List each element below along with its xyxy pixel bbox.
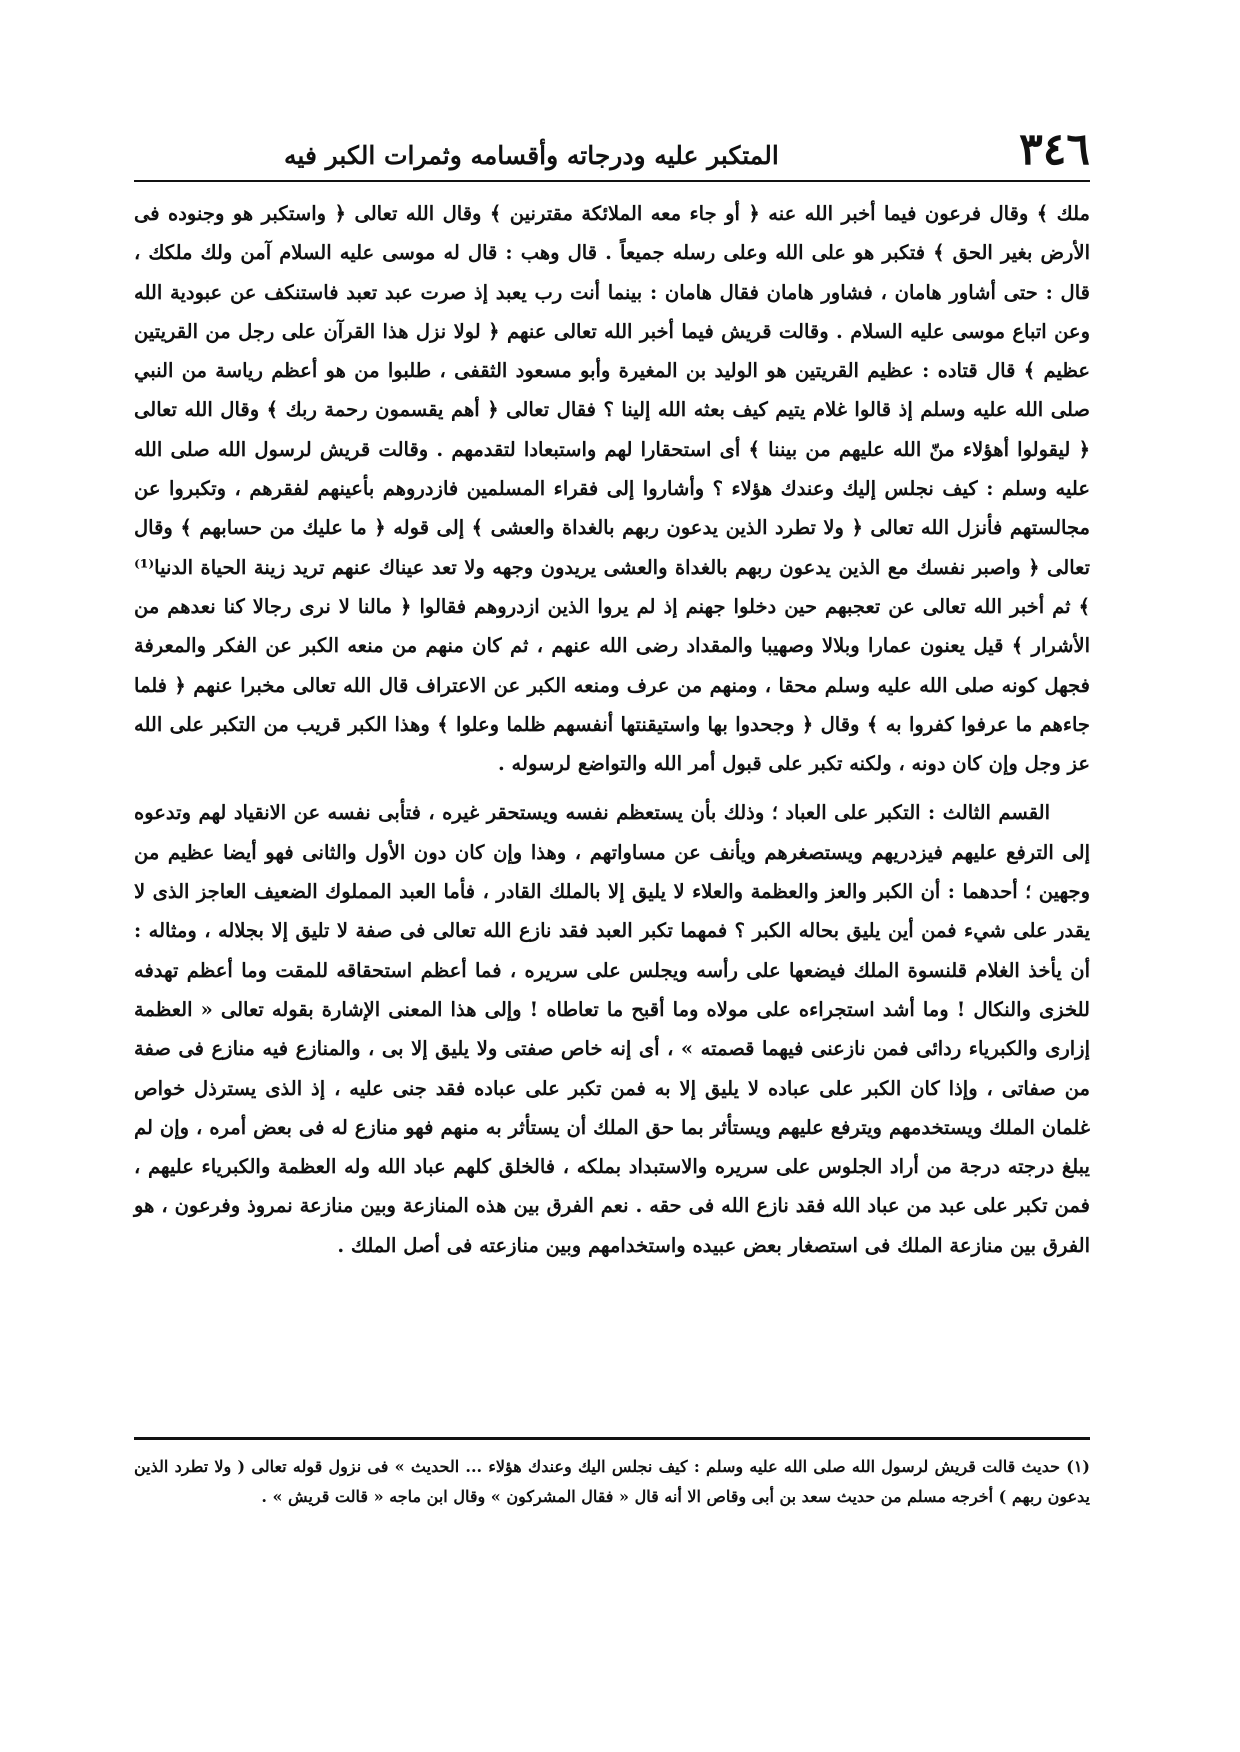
main-text xyxy=(134,194,1090,1265)
running-title: المتكبر عليه ودرجاته وأقسامه وثمرات الكبر فيه xyxy=(284,140,779,170)
paragraph-1: ملك ﴾ وقال فرعون فيما أخبر الله عنه ﴿ أو جاء معه الملائكة مقترنين ﴾ وقال الله تعالى ﴿ واستكبر هو وجنوده فى الأرض بغير الحق ﴾ فتكبر هو على الله وعلى رسله جميعاً . قال وهب : قال له موسى عليه السلام آمن ولك ملكك ، قال : حتى أشاور هامان ، فشاور هامان فقال هامان : بينما أنت رب يعبد إذ صرت عبد تعبد فاستنكف عن عبودية الله وعن اتباع موسى عليه السلام . وقالت قريش فيما أخبر الله تعالى عنهم ﴿ لولا نزل هذا القرآن على رجل من القريتين عظيم ﴾ قال قتاده : عظيم القريتين هو الوليد بن المغيرة وأبو مسعود الثقفى ، طلبوا من هو أعظم رياسة من النبي صلى الله عليه وسلم إذ قالوا غلام يتيم كيف بعثه الله إلينا ؟ فقال تعالى ﴿ أهم يقسمون رحمة ربك ﴾ وقال الله تعالى ﴿ ليقولوا أهؤلاء منّ الله عليهم من بيننا ﴾ أى استحقارا لهم واستبعادا لتقدمهم . وقالت قريش لرسول الله صلى الله عليه وسلم : كيف نجلس إليك وعندك هؤلاء ؟ وأشاروا إلى فقراء المسلمين فازدروهم بأعينهم لفقرهم ، وتكبروا عن مجالستهم فأنزل الله تعالى ﴿ ولا تطرد الذين يدعون ربهم بالغداة والعشى ﴾ إلى قوله ﴿ ما عليك من حسابهم ﴾ وقال تعالى ﴿ واصبر نفسك مع الذين يدعون ربهم بالغداة والعشى يريدون وجهه ولا تعد عيناك عنهم تريد زينة الحياة الدنيا⁽¹⁾ ﴾ ثم أخبر الله تعالى عن تعجبهم حين دخلوا جهنم إذ لم يروا الذين ازدروهم فقالوا ﴿ مالنا لا نرى رجالا كنا نعدهم من الأشرار ﴾ قيل يعنون عمارا وبلالا وصهيبا والمقداد رضى الله عنهم ، ثم كان منهم من منعه الكبر عن الفكر والمعرفة فجهل كونه صلى الله عليه وسلم محقا ، ومنهم من عرف ومنعه الكبر عن الاعتراف قال الله تعالى مخبرا عنهم ﴿ فلما جاءهم ما عرفوا كفروا به ﴾ وقال ﴿ وجحدوا بها واستيقنتها أنفسهم ظلما وعلوا ﴾ وهذا الكبر قريب من التكبر على الله عز وجل وإن كان دونه ، ولكنه تكبر على قبول أمر الله والتواضع لرسوله . xyxy=(134,202,1090,776)
header-rule xyxy=(134,180,1090,182)
footnote-rule xyxy=(134,1437,1090,1440)
page-number: ٣٤٦ xyxy=(1019,124,1090,175)
footnote xyxy=(134,1452,1090,1512)
footnote-text: (١) حديث قالت قريش لرسول الله صلى الله عليه وسلم : كيف نجلس اليك وعندك هؤلاء ... الحديث » فى نزول قوله تعالى ( ولا تطرد الذين يدعون ربهم ) أخرجه مسلم من حديث سعد بن أبى وقاص الا أنه قال « فقال المشركون » وقال ابن ماجه « قالت قريش » . xyxy=(134,1457,1090,1506)
paragraph-2: القسم الثالث : التكبر على العباد ؛ وذلك بأن يستعظم نفسه ويستحقر غيره ، فتأبى نفسه عن الانقياد لهم وتدعوه إلى الترفع عليهم فيزدريهم ويستصغرهم ويأنف عن مساواتهم ، وهذا وإن كان دون الأول والثانى فهو أيضا عظيم من وجهين ؛ أحدهما : أن الكبر والعز والعظمة والعلاء لا يليق إلا بالملك القادر ، فأما العبد المملوك الضعيف العاجز الذى لا يقدر على شيء فمن أين يليق بحاله الكبر ؟ فمهما تكبر العبد فقد نازع الله تعالى فى صفة لا تليق إلا بجلاله ، ومثاله : أن يأخذ الغلام قلنسوة الملك فيضعها على رأسه ويجلس على سريره ، فما أعظم استحقاقه للمقت وما أعظم تهدفه للخزى والنكال ! وما أشد استجراءه على مولاه وما أقبح ما تعاطاه ! وإلى هذا المعنى الإشارة بقوله تعالى « العظمة إزارى والكبرياء ردائى فمن نازعنى فيهما قصمته » ، أى إنه خاص صفتى ولا يليق إلا بى ، والمنازع فيه منازع فى صفة من صفاتى ، وإذا كان الكبر على عباده لا يليق إلا به فمن تكبر على عباده فقد جنى عليه ، إذ الذى يسترذل خواص غلمان الملك ويستخدمهم ويترفع عليهم ويستأثر بما حق الملك أن يستأثر به منهم فهو منازع له فى بعض أمره ، وإن لم يبلغ درجته درجة من أراد الجلوس على سريره والاستبداد بملكه ، فالخلق كلهم عباد الله وله العظمة والكبرياء عليهم ، فمن تكبر على عبد من عباد الله فقد نازع الله فى حقه . نعم الفرق بين هذه المنازعة وبين منازعة نمروذ وفرعون ، هو الفرق بين منازعة الملك فى استصغار بعض عبيده واستخدامهم وبين منازعته فى أصل الملك . xyxy=(134,801,1090,1257)
page-header xyxy=(134,108,1090,175)
